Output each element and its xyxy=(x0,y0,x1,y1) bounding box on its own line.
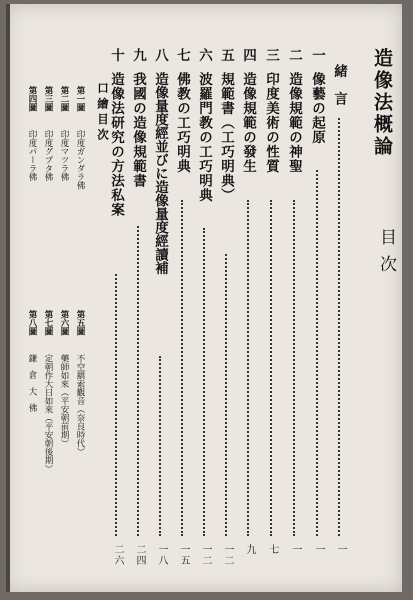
leader-dots xyxy=(181,200,183,536)
page-number: 一 xyxy=(290,544,301,555)
chapter-number: 四 xyxy=(240,48,256,63)
page-spine xyxy=(6,4,10,592)
leader-dots xyxy=(159,356,161,536)
figure-number: 第七圖 xyxy=(43,310,53,336)
leader-dots xyxy=(225,254,227,536)
chapter-title: 造像規範の發生 xyxy=(240,72,256,174)
leader-dots xyxy=(316,170,318,536)
figure-caption: 印度パーラ佛 xyxy=(27,130,37,181)
figure-number: 第八圖 xyxy=(27,310,37,336)
figure-caption: 不空羂索觀音（奈良時代） xyxy=(75,354,85,456)
figure-number: 第二圖 xyxy=(59,86,69,112)
contents-heading: 目次 xyxy=(376,228,396,282)
chapter-number: 六 xyxy=(196,48,212,63)
book-title: 造像法概論 xyxy=(371,48,393,158)
chapter-number: 二 xyxy=(286,48,302,63)
page-number: 二四 xyxy=(134,544,145,566)
leader-dots xyxy=(115,274,117,536)
chapter-number: 十 xyxy=(108,48,124,63)
page-number: 二六 xyxy=(112,544,123,566)
leader-dots xyxy=(203,228,205,536)
figure-caption: 印度ガンダラ佛 xyxy=(75,130,85,190)
chapter-title: 我國の造像規範書 xyxy=(130,72,146,188)
page-number: 一八 xyxy=(156,544,167,566)
page-number: 一二 xyxy=(200,544,211,566)
chapter-title: 造像量度經並びに造像量度經讀補 xyxy=(152,72,168,275)
chapter-title: 像藝の起原 xyxy=(309,72,325,145)
chapter-number: 五 xyxy=(218,48,234,63)
leader-dots xyxy=(137,226,139,536)
figure-caption: 鎌倉大佛 xyxy=(27,354,37,420)
chapter-number: 三 xyxy=(263,48,279,63)
page-number: 一二 xyxy=(222,544,233,566)
leader-dots xyxy=(247,200,249,536)
chapter-number: 八 xyxy=(152,48,168,63)
chapter-title: 緒言 xyxy=(331,64,347,119)
chapter-title: 規範書（工巧明典） xyxy=(218,72,234,203)
chapter-title: 印度美術の性質 xyxy=(263,72,279,174)
leader-dots xyxy=(293,200,295,536)
chapter-title: 造像法研究の方法私案 xyxy=(108,72,124,217)
book-page xyxy=(6,4,402,592)
chapter-title: 佛教の工巧明典 xyxy=(174,72,190,174)
page-number: 九 xyxy=(244,544,255,555)
leader-dots xyxy=(338,118,340,536)
page-number: 一 xyxy=(335,544,346,555)
chapter-title: 波羅門教の工巧明典 xyxy=(196,72,212,203)
figure-number: 第五圖 xyxy=(75,310,85,336)
figure-caption: 定朝作大日如來（平安朝後期） xyxy=(43,354,53,473)
page-number: 七 xyxy=(267,544,278,555)
page-number: 一五 xyxy=(178,544,189,566)
page-number: 一 xyxy=(313,544,324,555)
figure-number: 第三圖 xyxy=(43,86,53,112)
chapter-title: 造像規範の神聖 xyxy=(286,72,302,174)
figure-caption: 印度マツラ佛 xyxy=(59,130,69,181)
figure-caption: 藥師如來（平安朝前期） xyxy=(59,354,69,448)
figure-number: 第四圖 xyxy=(27,86,37,112)
figure-caption: 印度グプタ佛 xyxy=(43,130,53,181)
chapter-number: 九 xyxy=(130,48,146,63)
figures-heading: 口繪目次 xyxy=(96,82,110,144)
chapter-number: 七 xyxy=(174,48,190,63)
chapter-number: 一 xyxy=(309,48,325,63)
leader-dots xyxy=(270,200,272,536)
figure-number: 第六圖 xyxy=(59,310,69,336)
figure-number: 第一圖 xyxy=(75,86,85,112)
